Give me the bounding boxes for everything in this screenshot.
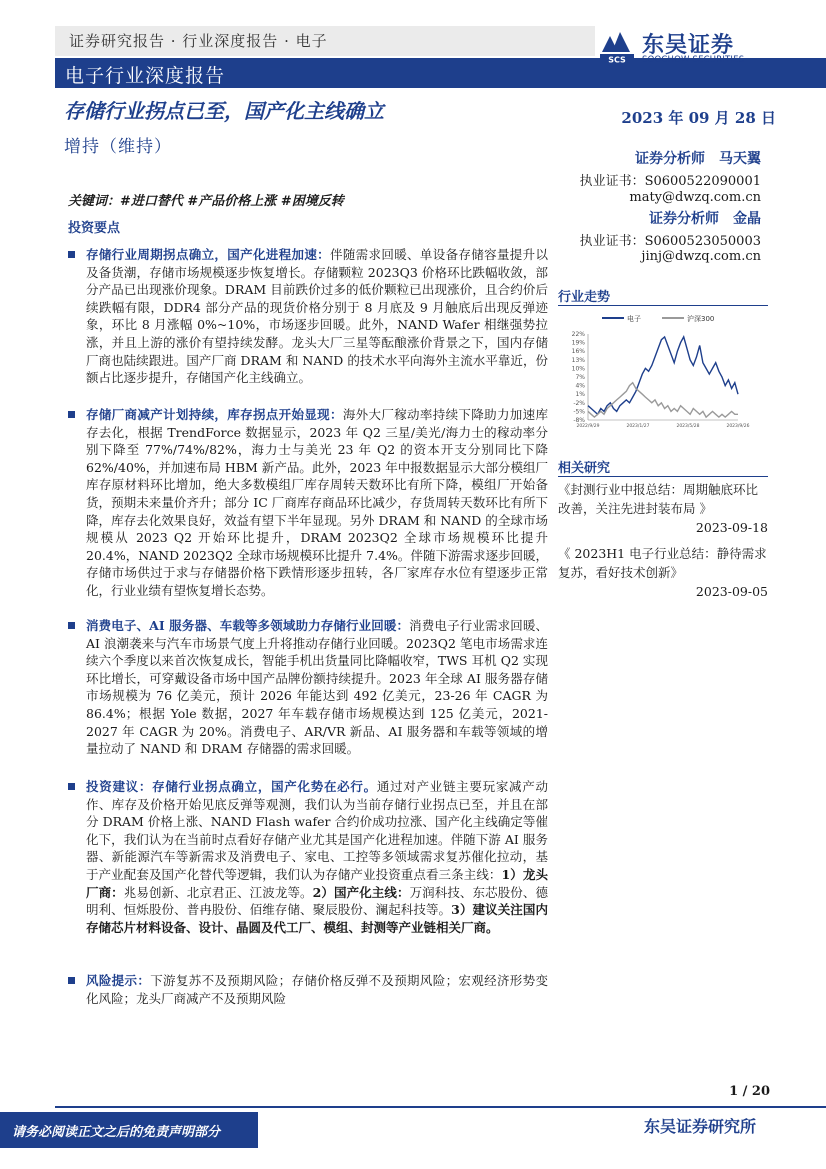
report-title: 存储行业拐点已至，国产化主线确立 <box>64 99 384 123</box>
y-tick-label: 1% <box>575 391 585 399</box>
related-item-title[interactable]: 《封测行业中报总结：周期触底环比改善，关注先进封装布局 》 <box>558 482 759 516</box>
bullet-lead: 风险提示： <box>86 973 151 988</box>
section-title: 投资要点 <box>68 221 121 236</box>
bullet-2 <box>68 406 548 600</box>
trend-title: 行业走势 <box>558 290 611 305</box>
bullet-square-icon <box>68 411 75 418</box>
rating: 增持（维持） <box>64 137 172 157</box>
related-item-date: 2023-09-05 <box>695 584 768 599</box>
bullet-text: 伴随需求回暖、单设备存储容量提升以及备货潮，存储市场规模逐步恢复增长。存储颗粒 2023Q3 价格环比跌幅收敛，部分产品已出现涨价现象。DRAM 目前跌价过多的低价颗粒已出现涨价，且合约价后续跌幅有限，DDR4 部分产品的现货价格分别于 8 月底及 9 月触底后出现反弹迹象，环比 8 月涨幅 0%~10%，市场逐步回暖。此外，NAND Wafer 相继强势拉涨，并且上游的涨价有望持续发酵。龙头大厂三星等酝酿涨价背景之下，国内存储厂商也陆续跟进。国产厂商 DRAM 和 NAND 的技术水平向海外主流水平靠近，份额占比逐步提升，存储国产化主线确立。 <box>86 247 548 386</box>
logo-mark-text: SCS <box>608 55 626 65</box>
bullet-3 <box>68 617 548 758</box>
y-tick-label: 4% <box>575 382 585 390</box>
bullet-4 <box>68 778 548 936</box>
bullet-lead: 存储行业周期拐点确立，国产化进程加速： <box>86 247 330 262</box>
x-tick-label: 2022/9/29 <box>576 424 600 429</box>
bullet-text: 下游复苏不及预期风险；存储价格反弹不及预期风险；宏观经济形势变化风险；龙头厂商减产不及预期风险 <box>86 973 548 1006</box>
trend-chart-svg <box>562 312 772 430</box>
series-line <box>588 383 738 417</box>
report-type-text: 电子行业深度报告 <box>65 65 226 87</box>
y-tick-label: -8% <box>573 417 585 424</box>
keywords: 关键词：#进口替代 #产品价格上涨 #困境反转 <box>68 194 344 209</box>
legend-label: 沪深300 <box>687 315 715 323</box>
legend-label: 电子 <box>627 315 641 323</box>
related-divider <box>558 476 768 477</box>
bullet-lead: 投资建议：存储行业拐点确立，国产化势在必行。 <box>86 779 377 794</box>
main-line-2-text: 万润科技、东芯股份、德明利、恒烁股份、普冉股份、佰维存储、聚辰股份、澜起科技等。 <box>86 884 548 918</box>
analyst-2-name: 证券分析师 金晶 <box>649 211 761 227</box>
y-tick-label: 10% <box>571 365 585 373</box>
bullet-square-icon <box>68 251 75 258</box>
x-tick-label: 2023/5/28 <box>676 424 700 429</box>
bullet-1 <box>68 246 548 387</box>
company-logo <box>598 28 768 68</box>
bullet-lead: 存储厂商减产计划持续，库存拐点开始显现： <box>86 407 343 422</box>
logo-mark-icon <box>598 28 638 68</box>
logo-name-zh: 东吴证券 <box>642 33 735 58</box>
related-item-date: 2023-09-18 <box>695 520 768 535</box>
bullet-text: 海外大厂稼动率持续下降助力加速库存去化，根据 TrendForce 数据显示，2023 年 Q2 三星/美光/海力士的稼动率分别下降至 77%/74%/82%，海力士与美光 23 年 Q2 的资本开支分别同比下降 62%/40%，并加速布局 HBM 新产品。此外，2023 年中报数据显示大部分模组厂库存原材料环比增加，绝大多数模组厂库存周转天数环比有所下降，模组厂开始备货，预期未来量价齐升；部分 IC 厂商库存商品环比减少，存货周转天数环比有所下降，库存去化效果良好，效益有望下半年显现。另外 DRAM 和 NAND 的全球市场规模从 2023 Q2 开始环比提升，DRAM 2023Q2 全球市场规模环比提升 20.4%，NAND 2023Q2 全球市场规模环比提升 7.4%。伴随下游需求逐步回暖，存储市场供过于求与存储器价格下跌情形逐步扭转，各厂家库存水位有望逐步正常化，行业业绩有望恢复增长态势。 <box>86 407 548 598</box>
y-tick-label: 7% <box>575 374 585 381</box>
category-banner <box>55 26 595 56</box>
analyst-1-cert: 执业证书：S0600522090001 <box>579 174 761 189</box>
analyst-2-cert: 执业证书：S0600523050003 <box>579 234 761 249</box>
bullet-text: 通过对产业链主要玩家减产动作、库存及价格开始见底反弹等观测，我们认为当前存储行业拐点已至，并且在部分 DRAM 价格上涨、NAND Flash wafer 合约价成功拉涨、国产化主线确定等催化下，我们认为在当前时点看好存储产业尤其是国产化进程加速。伴随下游 AI 服务器、新能源汽车等新需求及消费电子、家电、工控等多领域需求复苏催化拉动，基于产业配套及国产化替代等逻辑，我们认为存储产业投资重点看三条主线： <box>86 779 548 882</box>
analyst-1-email[interactable]: maty@dwzq.com.cn <box>629 190 761 205</box>
y-tick-label: 19% <box>571 339 585 347</box>
y-tick-label: 22% <box>571 331 585 338</box>
x-tick-label: 2023/1/27 <box>626 424 650 429</box>
analyst-1-name: 证券分析师 马天翼 <box>635 151 761 167</box>
related-title: 相关研究 <box>558 461 611 476</box>
series-line <box>588 337 738 414</box>
category-text: 证券研究报告 · 行业深度报告 · 电子 <box>69 32 328 50</box>
bullet-lead: 消费电子、AI 服务器、车载等多领域助力存储行业回暖： <box>86 618 410 633</box>
page-number: 1 / 20 <box>729 1084 770 1099</box>
related-item[interactable] <box>558 480 768 537</box>
main-line-2-label: 2）国产化主线： <box>312 884 410 900</box>
disclaimer-banner <box>0 1112 258 1148</box>
report-date: 2023 年 09 月 28 日 <box>621 109 776 127</box>
bullet-square-icon <box>68 977 75 984</box>
trend-divider <box>558 305 768 306</box>
x-tick-label: 2023/9/26 <box>726 424 750 429</box>
institute-name: 东吴证券研究所 <box>643 1117 756 1136</box>
bullet-square-icon <box>68 622 75 629</box>
y-tick-label: 16% <box>571 348 585 356</box>
footer-divider <box>55 1106 826 1108</box>
related-item[interactable] <box>558 544 768 601</box>
disclaimer-text: 请务必阅读正文之后的免责声明部分 <box>12 1125 221 1140</box>
industry-trend-chart <box>562 312 772 430</box>
bullet-text: 消费电子行业需求回暖、AI 浪潮袭来与汽车市场景气度上升将推动存储行业回暖。2023Q2 笔电市场需求连续六个季度以来首次恢复成长，智能手机出货量同比降幅收窄，TWS 耳机 Q2 实现环比增长，可穿戴设备市场中国产品牌份额持续提升。2023 年全球 AI 服务器存储市场规模为 76 亿美元，预计 2026 年能达到 492 亿美元，23-26 年 CAGR 为 86.4%；根据 Yole 数据，2027 年车载存储市场规模达到 125 亿美元，2021-2027 年 CAGR 为 20%。消费电子、AR/VR 新品、AI 服务器和车载等领域的增量拉动了 NAND 和 DRAM 存储器的需求回暖。 <box>86 618 548 757</box>
main-line-1-label: 1）龙头厂商： <box>86 866 548 900</box>
logo-name-en: SOOCHOW SECURITIES <box>642 55 745 65</box>
main-line-3: 3）建议关注国内存储芯片材料设备、设计、晶圆及代工厂、模组、封测等产业链相关厂商。 <box>86 902 548 935</box>
y-tick-label: -2% <box>573 399 585 407</box>
bullet-5 <box>68 972 548 1007</box>
bullet-square-icon <box>68 783 75 790</box>
analyst-2-email[interactable]: jinj@dwzq.com.cn <box>641 249 761 264</box>
y-tick-label: 13% <box>571 356 585 364</box>
y-tick-label: -5% <box>573 408 585 416</box>
related-item-title[interactable]: 《 2023H1 电子行业总结：静待需求复苏，看好技术创新》 <box>558 546 767 580</box>
main-line-1-text: 兆易创新、北京君正、江波龙等。 <box>123 884 313 900</box>
